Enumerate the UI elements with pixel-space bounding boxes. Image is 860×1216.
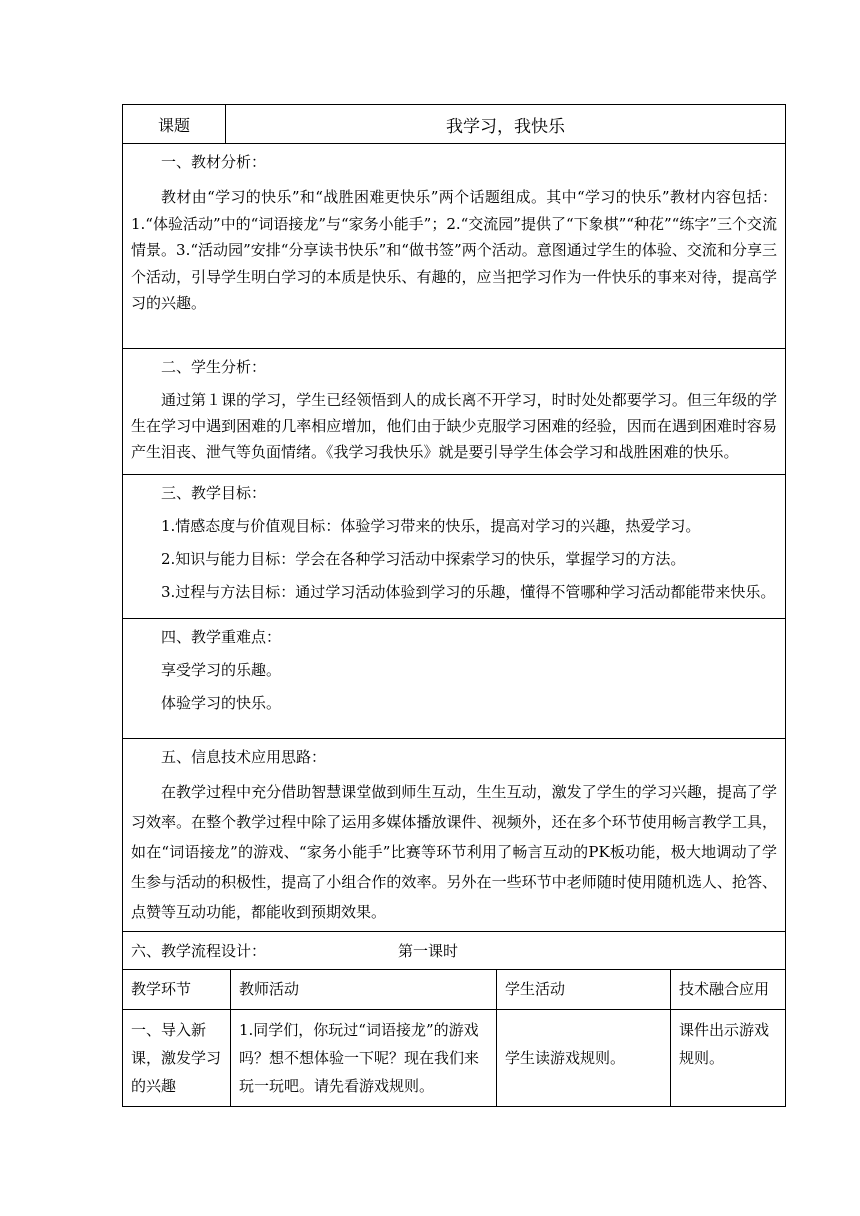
student-activity-cell: 学生读游戏规则。 <box>497 1010 671 1107</box>
section-heading: 五、信息技术应用思路： <box>161 748 327 766</box>
section-key-points <box>122 619 786 739</box>
section-paragraph: 教材由“学习的快乐”和“战胜困难更快乐”两个话题组成。其中“学习的快乐”教材内容包括：1.“体验活动”中的“词语接龙”与“家务小能手”；2.“交流园”提供了“下象棋”“种花”“练字”三个交流情景。3.“活动园”安排“分享读书快乐”和“做书签”两个活动。意图通过学生的体验、交流和分享三个活动，引导学生明白学习的本质是快乐、有趣的，应当把学习作为一件快乐的事来对待，提高学习的兴趣。 <box>131 188 777 312</box>
section-teaching-goals <box>122 475 786 619</box>
column-header: 技术融合应用 <box>671 970 786 1010</box>
lesson-title: 我学习，我快乐 <box>446 116 565 137</box>
section-paragraph: 在教学过程中充分借助智慧课堂做到师生互动，生生互动，激发了学生的学习兴趣，提高了学习效率。在整个教学过程中除了运用多媒体播放课件、视频外，还在多个环节使用畅言教学工具，如在“词语接龙”的游戏、“家务小能手”比赛等环节利用了畅言互动的PK板功能，极大地调动了学生参与活动的积极性，提高了小组合作的效率。另外在一些环节中老师随时使用随机选人、抢答、点赞等互动功能，都能收到预期效果。 <box>131 783 777 921</box>
table-header-row <box>123 970 786 1010</box>
title-label: 课题 <box>123 105 226 143</box>
tech-application-cell: 课件出示游戏规则。 <box>671 1010 786 1107</box>
key-point-item: 体验学习的快乐。 <box>161 694 282 712</box>
key-point-item: 享受学习的乐趣。 <box>161 661 282 679</box>
flow-table <box>122 970 786 1107</box>
flow-heading-row <box>122 932 786 970</box>
flow-heading: 六、教学流程设计： <box>131 942 267 960</box>
lesson-period: 第一课时 <box>398 942 459 960</box>
section-paragraph: 通过第１课的学习，学生已经领悟到人的成长离不开学习，时时处处都要学习。但三年级的学生在学习中遇到困难的几率相应增加，他们由于缺少克服学习困难的经验，因而在遇到困难时容易产生泪丧、泄气等负面情绪。《我学习我快乐》就是要引导学生体会学习和战胜困难的快乐。 <box>131 391 777 461</box>
column-header: 学生活动 <box>497 970 671 1010</box>
section-textbook-analysis <box>122 144 786 349</box>
section-heading: 一、教材分析： <box>161 153 267 171</box>
section-heading: 四、教学重难点： <box>161 628 282 646</box>
table-row <box>123 1010 786 1107</box>
goal-item: 1.情感态度与价值观目标：体验学习带来的快乐，提高对学习的兴趣，热爱学习。 <box>161 517 701 535</box>
column-header: 教学环节 <box>123 970 231 1010</box>
teacher-activity-cell: 1.同学们，你玩过“词语接龙”的游戏吗？想不想体验一下呢？现在我们来玩一玩吧。请先看游戏规则。 <box>231 1010 497 1107</box>
section-heading: 三、教学目标： <box>161 484 267 502</box>
lesson-plan-document <box>122 104 786 1107</box>
section-heading: 二、学生分析： <box>161 358 267 376</box>
section-it-application <box>122 739 786 932</box>
title-row <box>122 104 786 144</box>
column-header: 教师活动 <box>231 970 497 1010</box>
goal-item: 2.知识与能力目标：学会在各种学习活动中探索学习的快乐，掌握学习的方法。 <box>161 550 686 568</box>
stage-cell: 一、导入新课，激发学习的兴趣 <box>123 1010 231 1107</box>
goal-item: 3.过程与方法目标：通过学习活动体验到学习的乐趣，懂得不管哪种学习活动都能带来快乐。 <box>161 583 776 601</box>
section-student-analysis <box>122 349 786 475</box>
